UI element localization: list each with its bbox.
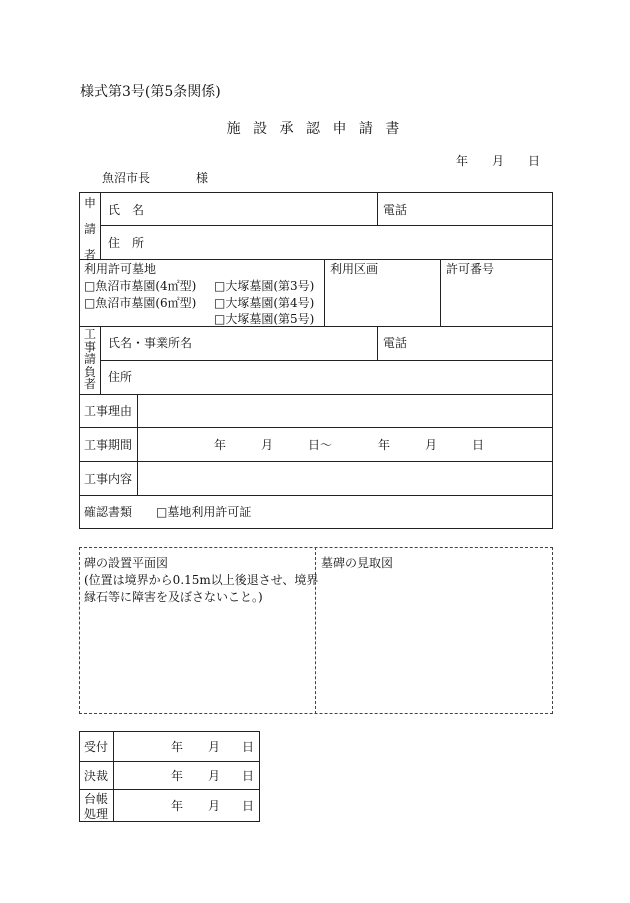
ledger-year: 年 [171, 799, 184, 813]
cemetery-option-uonuma-6: □魚沼市墓園(6㎡型) [84, 296, 197, 310]
reception-year: 年 [171, 740, 184, 754]
applicant-name-label: 氏 名 [108, 203, 145, 217]
contractor-name-label: 氏名・事業所名 [108, 336, 193, 350]
date-day: 日 [528, 154, 541, 168]
elevation-title: 墓碑の見取図 [321, 556, 394, 570]
applicant-phone-label: 電話 [383, 203, 408, 217]
page-title: 施 設 承 認 申 請 書 [226, 121, 404, 137]
reception-day: 日 [242, 740, 255, 754]
plan-note-line-1: (位置は境界から0.15m以上後退させ、境界 [84, 573, 319, 587]
contractor-phone-label: 電話 [383, 336, 408, 350]
cemetery-label: 利用許可墓地 [84, 262, 157, 276]
addressee-name: 魚沼市長 [102, 171, 151, 185]
cemetery-option-otsuka-5: □大塚墓園(第5号) [214, 312, 315, 326]
reception-label: 受付 [84, 740, 109, 754]
ledger-month: 月 [208, 799, 221, 813]
period-start-year: 年 [214, 438, 227, 452]
plot-label: 利用区画 [330, 262, 379, 276]
approval-label: 決裁 [84, 769, 109, 783]
cemetery-option-uonuma-4: □魚沼市墓園(4㎡型) [84, 279, 197, 293]
approval-year: 年 [171, 769, 184, 783]
plan-note-line-2: 縁石等に障害を及ぼさないこと。) [84, 590, 263, 604]
applicant-address-label: 住 所 [108, 236, 145, 250]
approval-month: 月 [208, 769, 221, 783]
period-start-day: 日〜 [308, 438, 333, 452]
plan-title: 碑の設置平面図 [84, 556, 169, 570]
work-period-label: 工事期間 [84, 438, 133, 452]
document-option-permit: □墓地利用許可証 [156, 505, 252, 519]
work-content-label: 工事内容 [84, 472, 133, 486]
date-year: 年 [456, 154, 469, 168]
contractor-section-label: 工 事 請 負 者 [83, 327, 96, 391]
period-end-month: 月 [425, 438, 438, 452]
ledger-day: 日 [242, 799, 255, 813]
period-end-year: 年 [378, 438, 391, 452]
cemetery-option-otsuka-3: □大塚墓園(第3号) [214, 279, 315, 293]
approval-day: 日 [242, 769, 255, 783]
permit-number-label: 許可番号 [446, 262, 495, 276]
applicant-section-label: 申 請 者 [83, 196, 96, 262]
contractor-address-label: 住所 [108, 370, 133, 384]
addressee-suffix: 様 [196, 171, 209, 185]
reception-month: 月 [208, 740, 221, 754]
period-end-day: 日 [472, 438, 485, 452]
work-reason-label: 工事理由 [84, 404, 133, 418]
ledger-label-2: 処理 [84, 807, 109, 821]
document-label: 確認書類 [84, 505, 133, 519]
ledger-label-1: 台帳 [84, 792, 109, 806]
date-month: 月 [492, 154, 505, 168]
cemetery-option-otsuka-4: □大塚墓園(第4号) [214, 296, 315, 310]
form-number: 様式第3号(第5条関係) [80, 84, 221, 100]
period-start-month: 月 [261, 438, 274, 452]
